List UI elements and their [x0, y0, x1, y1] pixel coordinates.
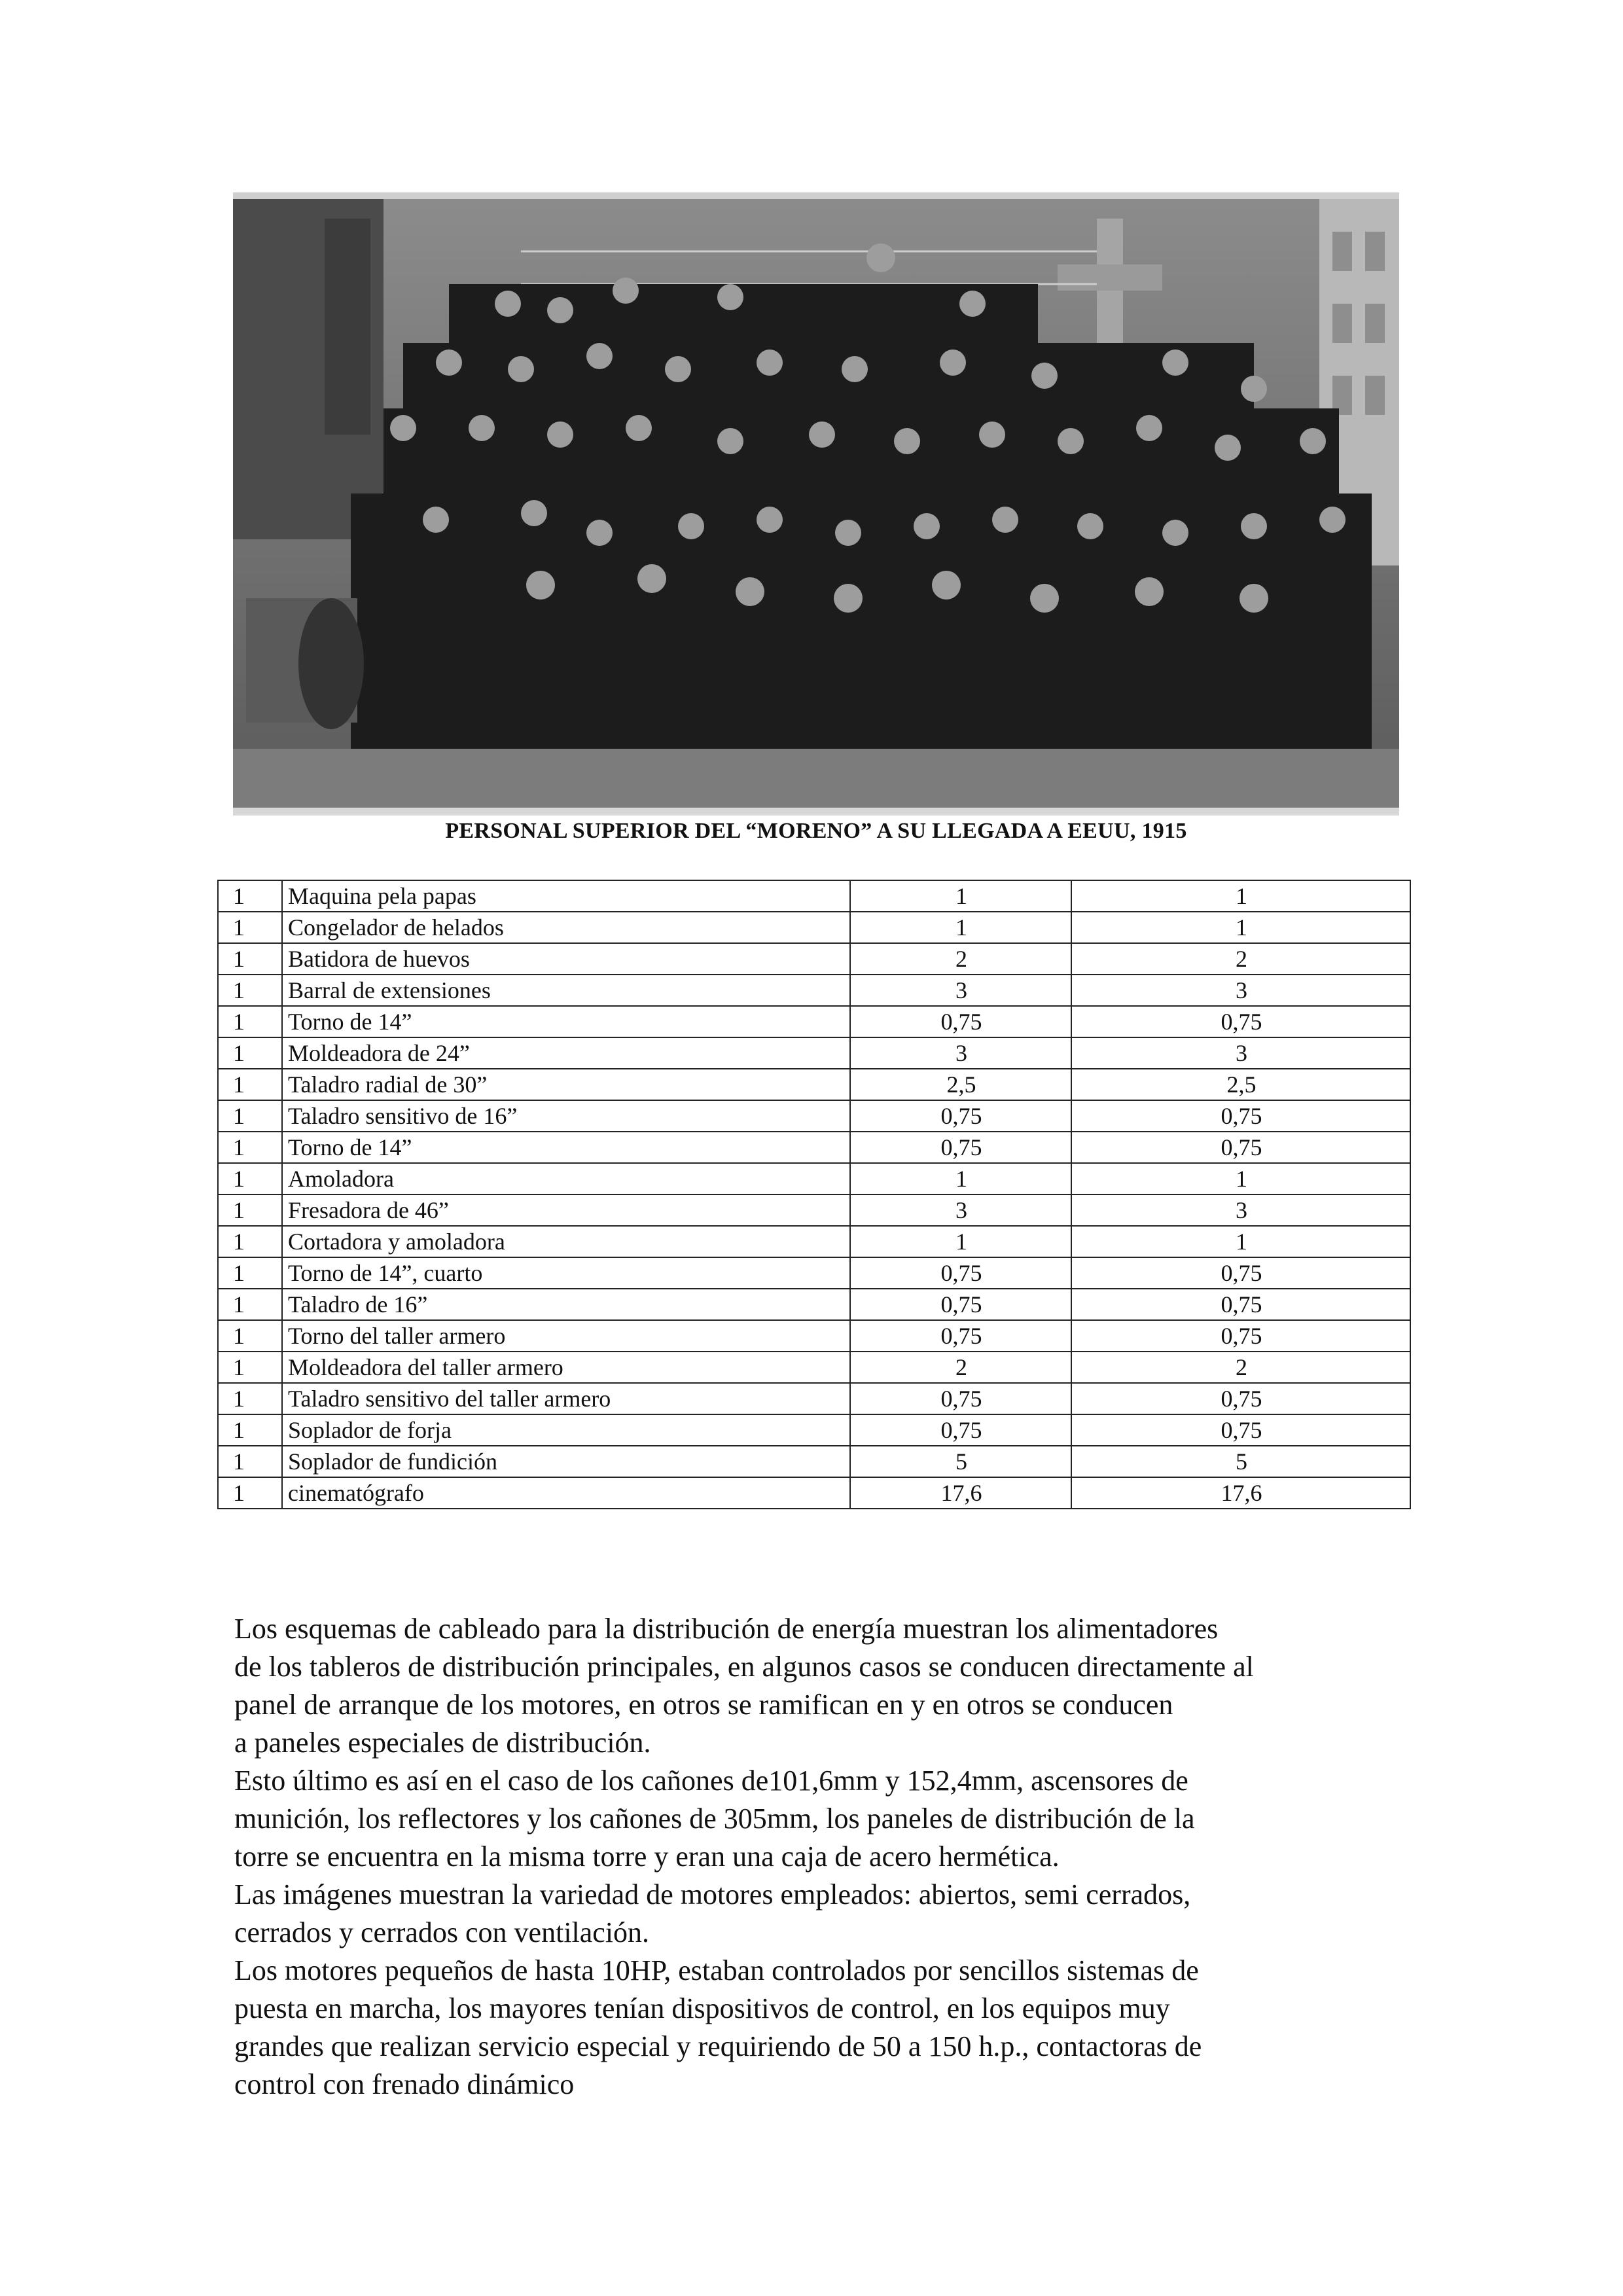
value-cell-1: 1 — [850, 1163, 1071, 1194]
value-cell-2: 2,5 — [1071, 1069, 1410, 1100]
table-row — [218, 1383, 1410, 1414]
value-cell-1: 3 — [850, 1194, 1071, 1226]
quantity-cell: 1 — [218, 1383, 282, 1414]
value-cell-1: 0,75 — [850, 1257, 1071, 1289]
paragraph-line: a paneles especiales de distribución. — [234, 1727, 651, 1759]
value-cell-1: 0,75 — [850, 1132, 1071, 1163]
photo-caption: PERSONAL SUPERIOR DEL “MORENO” A SU LLEGADA A EEUU, 1915 — [445, 819, 1187, 843]
paragraph-line: grandes que realizan servicio especial y requiriendo de 50 a 150 h.p., contactoras de — [234, 2030, 1202, 2062]
equipment-name-cell: Taladro radial de 30” — [282, 1069, 850, 1100]
value-cell-1: 1 — [850, 912, 1071, 943]
value-cell-1: 1 — [850, 880, 1071, 912]
value-cell-2: 0,75 — [1071, 1414, 1410, 1446]
value-cell-1: 0,75 — [850, 1100, 1071, 1132]
quantity-cell: 1 — [218, 1477, 282, 1509]
quantity-cell: 1 — [218, 1320, 282, 1352]
quantity-cell: 1 — [218, 943, 282, 975]
table-row — [218, 1132, 1410, 1163]
paragraph-line: de los tableros de distribución principales, en algunos casos se conducen directamente al — [234, 1651, 1254, 1683]
table-row — [218, 1163, 1410, 1194]
value-cell-2: 17,6 — [1071, 1477, 1410, 1509]
table-row — [218, 1414, 1410, 1446]
value-cell-2: 0,75 — [1071, 1257, 1410, 1289]
paragraph-line: torre se encuentra en la misma torre y eran una caja de acero hermética. — [234, 1840, 1060, 1873]
table-row — [218, 1069, 1410, 1100]
quantity-cell: 1 — [218, 1414, 282, 1446]
equipment-name-cell: Moldeadora del taller armero — [282, 1352, 850, 1383]
value-cell-2: 0,75 — [1071, 1100, 1410, 1132]
equipment-name-cell: Moldeadora de 24” — [282, 1037, 850, 1069]
table-row — [218, 943, 1410, 975]
equipment-name-cell: Cortadora y amoladora — [282, 1226, 850, 1257]
value-cell-2: 1 — [1071, 1226, 1410, 1257]
value-cell-2: 5 — [1071, 1446, 1410, 1477]
value-cell-2: 1 — [1071, 1163, 1410, 1194]
equipment-name-cell: Soplador de fundición — [282, 1446, 850, 1477]
quantity-cell: 1 — [218, 1069, 282, 1100]
paragraph-line: Las imágenes muestran la variedad de motores empleados: abiertos, semi cerrados, — [234, 1878, 1191, 1910]
table-row — [218, 1006, 1410, 1037]
value-cell-2: 0,75 — [1071, 1006, 1410, 1037]
paragraph-line: Esto último es así en el caso de los cañones de101,6mm y 152,4mm, ascensores de — [234, 1765, 1188, 1797]
value-cell-2: 1 — [1071, 912, 1410, 943]
value-cell-2: 2 — [1071, 1352, 1410, 1383]
equipment-name-cell: Torno de 14”, cuarto — [282, 1257, 850, 1289]
value-cell-2: 3 — [1071, 1194, 1410, 1226]
quantity-cell: 1 — [218, 1006, 282, 1037]
value-cell-2: 0,75 — [1071, 1320, 1410, 1352]
quantity-cell: 1 — [218, 1037, 282, 1069]
equipment-name-cell: Barral de extensiones — [282, 975, 850, 1006]
table-row — [218, 1194, 1410, 1226]
value-cell-2: 1 — [1071, 880, 1410, 912]
equipment-name-cell: Torno del taller armero — [282, 1320, 850, 1352]
equipment-table — [217, 880, 1411, 1509]
paragraph-line: cerrados y cerrados con ventilación. — [234, 1916, 650, 1948]
paragraph-line: Los motores pequeños de hasta 10HP, estaban controlados por sencillos sistemas de — [234, 1954, 1199, 1986]
equipment-name-cell: Taladro sensitivo de 16” — [282, 1100, 850, 1132]
value-cell-1: 5 — [850, 1446, 1071, 1477]
table-row — [218, 1477, 1410, 1509]
table-row — [218, 975, 1410, 1006]
group-photograph-drawing — [233, 192, 1399, 816]
quantity-cell: 1 — [218, 1257, 282, 1289]
value-cell-1: 0,75 — [850, 1414, 1071, 1446]
equipment-name-cell: Taladro sensitivo del taller armero — [282, 1383, 850, 1414]
value-cell-2: 0,75 — [1071, 1383, 1410, 1414]
value-cell-2: 2 — [1071, 943, 1410, 975]
quantity-cell: 1 — [218, 1446, 282, 1477]
value-cell-1: 1 — [850, 1226, 1071, 1257]
table-row — [218, 1226, 1410, 1257]
table-row — [218, 880, 1410, 912]
equipment-table-body — [218, 880, 1410, 1509]
equipment-name-cell: Soplador de forja — [282, 1414, 850, 1446]
paragraph-line: control con frenado dinámico — [234, 2068, 575, 2100]
equipment-name-cell: Fresadora de 46” — [282, 1194, 850, 1226]
equipment-name-cell: Torno de 14” — [282, 1132, 850, 1163]
quantity-cell: 1 — [218, 1132, 282, 1163]
paragraph-line: munición, los reflectores y los cañones de 305mm, los paneles de distribución de la — [234, 1803, 1195, 1835]
equipment-name-cell: Maquina pela papas — [282, 880, 850, 912]
value-cell-1: 0,75 — [850, 1383, 1071, 1414]
value-cell-2: 3 — [1071, 975, 1410, 1006]
quantity-cell: 1 — [218, 1289, 282, 1320]
paragraph-line: puesta en marcha, los mayores tenían dispositivos de control, en los equipos muy — [234, 1992, 1170, 2024]
table-row — [218, 1037, 1410, 1069]
equipment-name-cell: Amoladora — [282, 1163, 850, 1194]
equipment-name-cell: cinematógrafo — [282, 1477, 850, 1509]
paragraph-line: panel de arranque de los motores, en otros se ramifican en y en otros se conducen — [234, 1689, 1173, 1721]
equipment-name-cell: Batidora de huevos — [282, 943, 850, 975]
equipment-name-cell: Taladro de 16” — [282, 1289, 850, 1320]
quantity-cell: 1 — [218, 1100, 282, 1132]
quantity-cell: 1 — [218, 1163, 282, 1194]
group-photograph — [233, 192, 1399, 816]
value-cell-2: 0,75 — [1071, 1132, 1410, 1163]
table-row — [218, 912, 1410, 943]
value-cell-1: 3 — [850, 975, 1071, 1006]
value-cell-1: 0,75 — [850, 1320, 1071, 1352]
table-row — [218, 1289, 1410, 1320]
value-cell-1: 0,75 — [850, 1006, 1071, 1037]
table-row — [218, 1257, 1410, 1289]
value-cell-1: 2 — [850, 1352, 1071, 1383]
table-row — [218, 1100, 1410, 1132]
equipment-name-cell: Torno de 14” — [282, 1006, 850, 1037]
value-cell-2: 0,75 — [1071, 1289, 1410, 1320]
quantity-cell: 1 — [218, 880, 282, 912]
value-cell-1: 3 — [850, 1037, 1071, 1069]
table-row — [218, 1352, 1410, 1383]
table-row — [218, 1446, 1410, 1477]
equipment-name-cell: Congelador de helados — [282, 912, 850, 943]
value-cell-1: 0,75 — [850, 1289, 1071, 1320]
quantity-cell: 1 — [218, 1352, 282, 1383]
quantity-cell: 1 — [218, 975, 282, 1006]
quantity-cell: 1 — [218, 912, 282, 943]
table-row — [218, 1320, 1410, 1352]
value-cell-1: 2,5 — [850, 1069, 1071, 1100]
value-cell-2: 3 — [1071, 1037, 1410, 1069]
quantity-cell: 1 — [218, 1226, 282, 1257]
paragraph-line: Los esquemas de cableado para la distribución de energía muestran los alimentadores — [234, 1613, 1219, 1645]
body-text — [234, 1610, 1412, 2104]
value-cell-1: 17,6 — [850, 1477, 1071, 1509]
value-cell-1: 2 — [850, 943, 1071, 975]
quantity-cell: 1 — [218, 1194, 282, 1226]
